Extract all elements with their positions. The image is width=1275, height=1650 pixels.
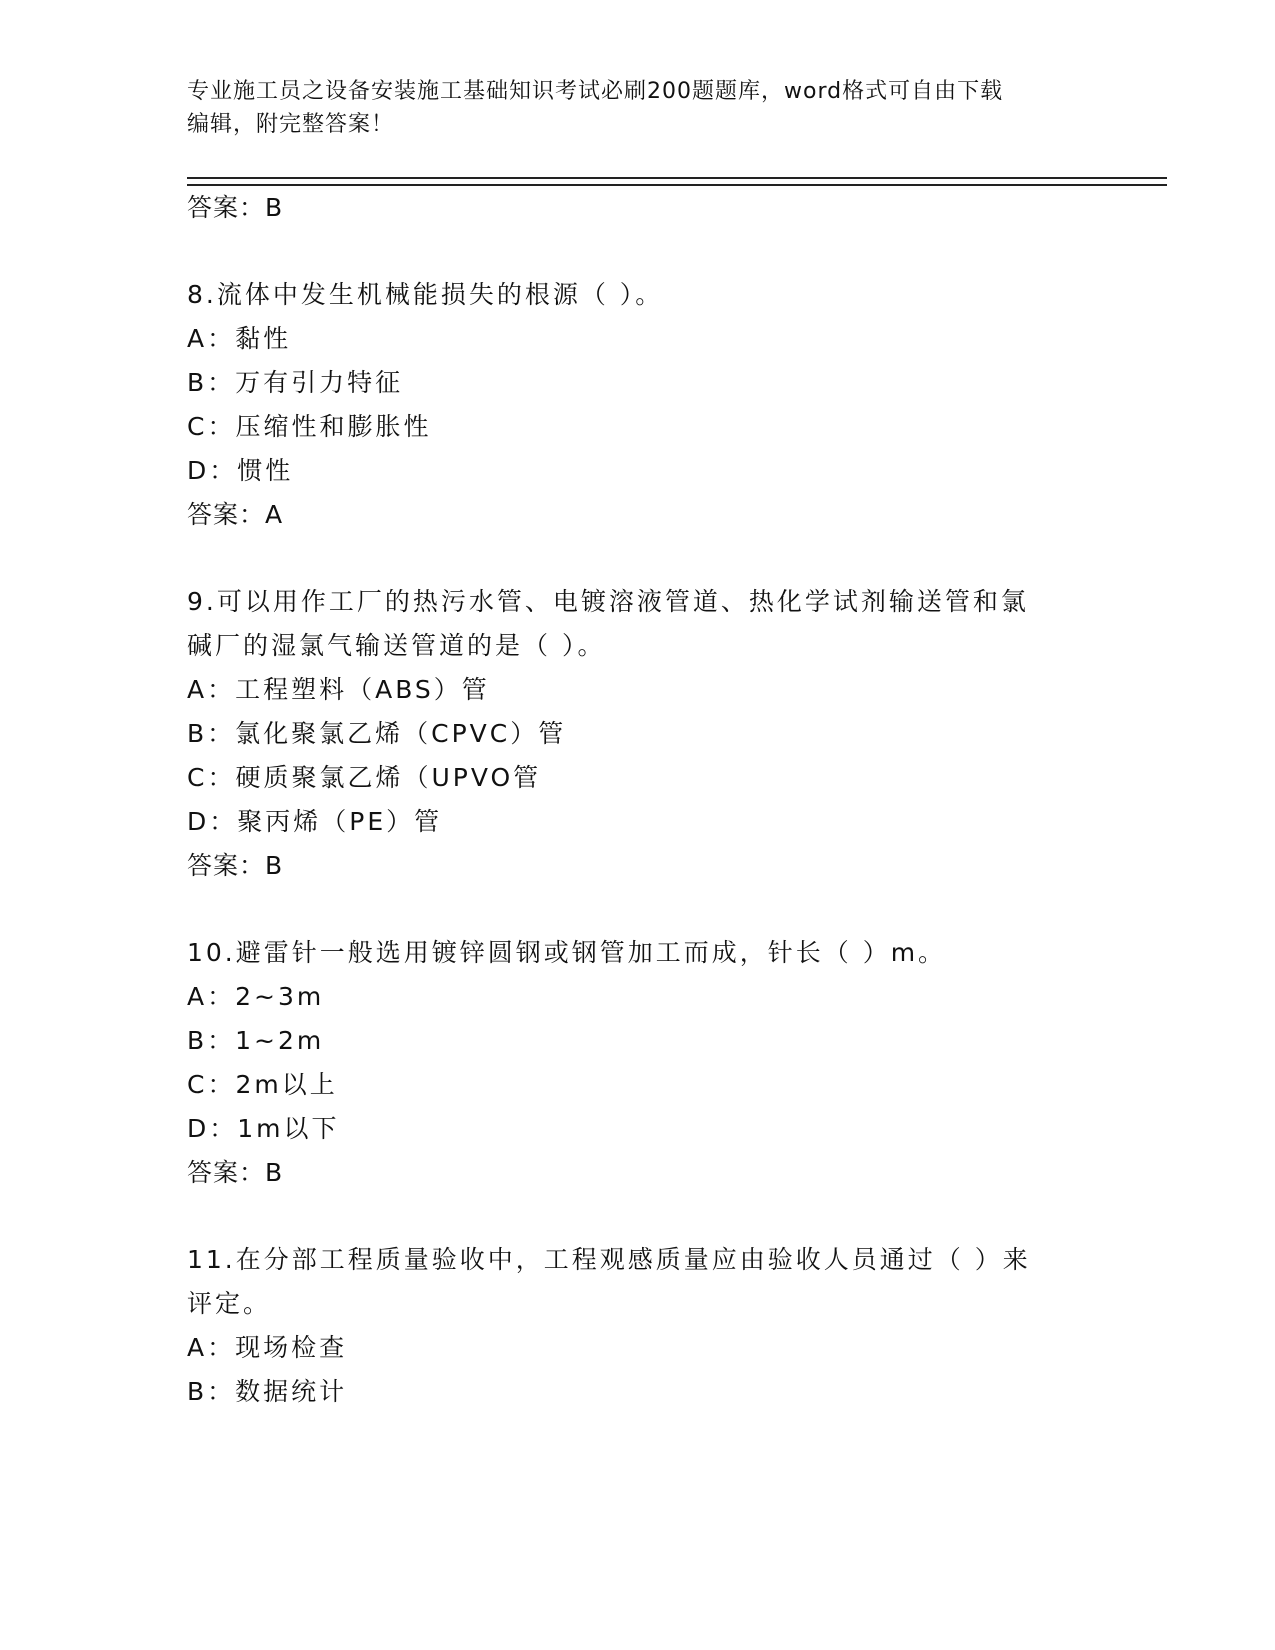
question-11-text-line-1: 11.在分部工程质量验收中，工程观感质量应由验收人员通过（ ）来 (187, 1245, 1031, 1274)
question-9-option-d: D：聚丙烯（PE）管 (187, 807, 443, 836)
question-8-option-b: B：万有引力特征 (187, 368, 404, 397)
header-divider-top (187, 177, 1167, 179)
question-10-option-b: B：1~2m (187, 1026, 325, 1055)
header-line-2: 编辑，附完整答案！ (187, 112, 395, 137)
previous-answer: 答案：B (187, 193, 284, 222)
question-9-option-c: C：硬质聚氯乙烯（UPVO管 (187, 763, 542, 792)
document-page (187, 0, 1167, 1650)
question-10-text: 10.避雷针一般选用镀锌圆钢或钢管加工而成，针长（ ）m。 (187, 938, 947, 967)
header-divider-bottom (187, 184, 1167, 186)
document-header (187, 75, 1087, 141)
question-10-answer: 答案：B (187, 1158, 284, 1187)
question-8-answer: 答案：A (187, 500, 284, 529)
question-8-option-a: A：黏性 (187, 324, 292, 353)
question-8-option-d: D：惯性 (187, 456, 294, 485)
question-9-option-b: B：氯化聚氯乙烯（CPVC）管 (187, 719, 567, 748)
question-10-option-c: C：2m以上 (187, 1070, 338, 1099)
question-11-option-b: B：数据统计 (187, 1377, 348, 1406)
question-11-option-a: A：现场检查 (187, 1333, 348, 1362)
question-8-option-c: C：压缩性和膨胀性 (187, 412, 432, 441)
question-11-text-line-2: 评定。 (187, 1289, 272, 1318)
question-8-text: 8.流体中发生机械能损失的根源（ ）。 (187, 280, 664, 309)
question-10-option-d: D：1m以下 (187, 1114, 340, 1143)
question-9-option-a: A：工程塑料（ABS）管 (187, 675, 490, 704)
header-line-1: 专业施工员之设备安装施工基础知识考试必刷200题题库，word格式可自由下载 (187, 79, 1004, 104)
question-9-answer: 答案：B (187, 851, 284, 880)
question-10-option-a: A：2~3m (187, 982, 325, 1011)
question-9-text-line-1: 9.可以用作工厂的热污水管、电镀溶液管道、热化学试剂输送管和氯 (187, 587, 1029, 616)
question-9-text-line-2: 碱厂的湿氯气输送管道的是（ ）。 (187, 631, 606, 660)
